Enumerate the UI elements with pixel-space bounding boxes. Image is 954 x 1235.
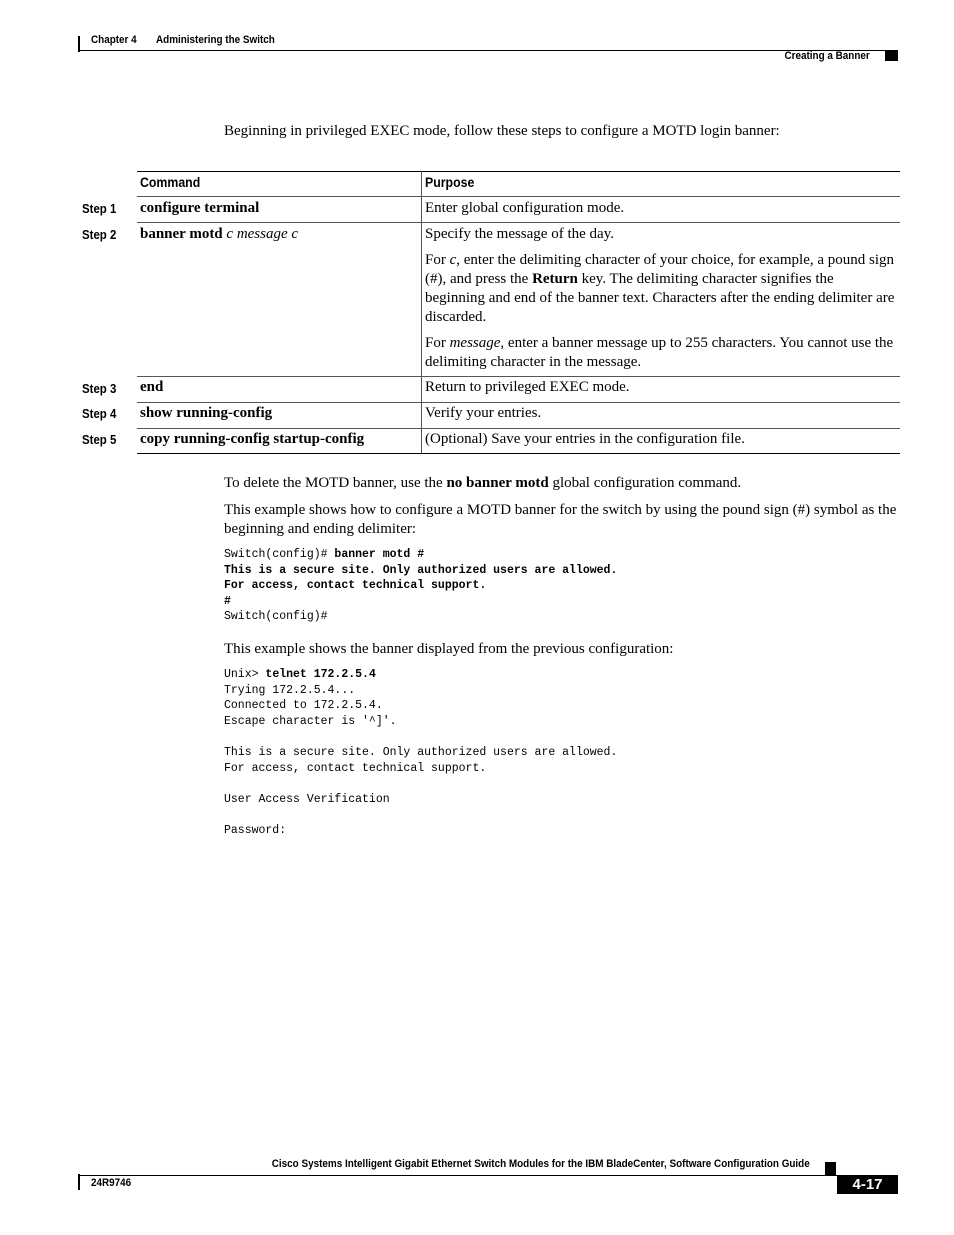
footer-doc-number: 24R9746 xyxy=(91,1177,132,1189)
step-2-purpose-message: For message, enter a banner message up to 255 characters. You cannot use the delimiting character in the message. xyxy=(425,335,894,370)
footer-title: Cisco Systems Intelligent Gigabit Ethernet Switch Modules for the IBM BladeCenter, Software Configuration Guide xyxy=(272,1158,810,1170)
footer-marker xyxy=(825,1162,836,1175)
step-1-command: configure terminal xyxy=(140,200,260,216)
code-line: This is a secure site. Only authorized users are allowed. xyxy=(224,563,618,577)
step-5-command: copy running-config startup-config xyxy=(140,431,365,447)
step-5-purpose: (Optional) Save your entries in the configuration file. xyxy=(425,431,745,447)
example-1-intro: This example shows how to configure a MOTD banner for the switch by using the pound sign (#) symbol as the beginning and ending delimiter: xyxy=(224,502,897,537)
code-blank-line xyxy=(224,776,617,792)
code-line: For access, contact technical support. xyxy=(224,761,487,775)
step-4-command: show running-config xyxy=(140,405,273,421)
intro-text: Beginning in privileged EXEC mode, follow these steps to configure a MOTD login banner: xyxy=(224,123,780,139)
code-line: Password: xyxy=(224,823,287,837)
step-3-label: Step 3 xyxy=(82,381,117,396)
code-line: Connected to 172.2.5.4. xyxy=(224,699,383,713)
code-line: User Access Verification xyxy=(224,792,390,806)
step-5-label: Step 5 xyxy=(82,432,117,447)
step-2-purpose: Specify the message of the day. xyxy=(425,226,614,242)
step-3-command: end xyxy=(140,379,164,395)
header-section: Creating a Banner xyxy=(784,50,870,62)
step-3-purpose: Return to privileged EXEC mode. xyxy=(425,379,630,395)
delete-note: To delete the MOTD banner, use the no banner motd global configuration command. xyxy=(224,475,742,491)
step-1-label: Step 1 xyxy=(82,201,117,216)
table-row-rule xyxy=(137,222,900,223)
code-line: # xyxy=(224,594,231,608)
step-2-label: Step 2 xyxy=(82,227,117,242)
code-example-1 xyxy=(224,547,617,625)
code-line: Escape character is '^]'. xyxy=(224,714,397,728)
page-number: 4-17 xyxy=(837,1175,898,1194)
header-chapter: Chapter 4 xyxy=(91,34,137,46)
step-1-purpose: Enter global configuration mode. xyxy=(425,200,625,216)
code-line: Switch(config)# banner motd # xyxy=(224,548,425,561)
step-2-command: banner motd c message c xyxy=(140,226,299,242)
example-2-intro: This example shows the banner displayed from the previous configuration: xyxy=(224,641,674,657)
code-line: This is a secure site. Only authorized users are allowed. xyxy=(224,745,618,759)
table-header-purpose: Purpose xyxy=(425,174,475,190)
table-top-rule xyxy=(137,171,900,172)
code-line: For access, contact technical support. xyxy=(224,579,487,593)
table-header-rule xyxy=(137,196,900,197)
table-row-rule xyxy=(137,376,900,377)
table-column-separator xyxy=(421,171,422,453)
header-chapter-title: Administering the Switch xyxy=(156,34,275,46)
footer-rule xyxy=(78,1175,898,1176)
step-4-label: Step 4 xyxy=(82,406,117,421)
footer-rule-left xyxy=(78,1174,80,1190)
step-2-purpose-delimiter: For c, enter the delimiting character of your choice, for example, a pound sign (#), and press the Return key. The delimiting character signifies the beginning and end of the banner text. Characters after the ending delimiter are discarded. xyxy=(425,252,895,325)
header-marker xyxy=(885,51,898,61)
table-header-command: Command xyxy=(140,174,201,190)
code-blank-line xyxy=(224,729,617,745)
code-line: Trying 172.2.5.4... xyxy=(224,683,356,697)
table-row-rule xyxy=(137,402,900,403)
header-rule xyxy=(78,50,898,51)
step-4-purpose: Verify your entries. xyxy=(425,405,542,421)
table-row-rule xyxy=(137,428,900,429)
table-bottom-rule xyxy=(137,453,900,454)
code-line: Switch(config)# xyxy=(224,610,328,624)
code-blank-line xyxy=(224,807,617,823)
code-line: Unix> telnet 172.2.5.4 xyxy=(224,668,376,681)
code-example-2 xyxy=(224,667,617,839)
